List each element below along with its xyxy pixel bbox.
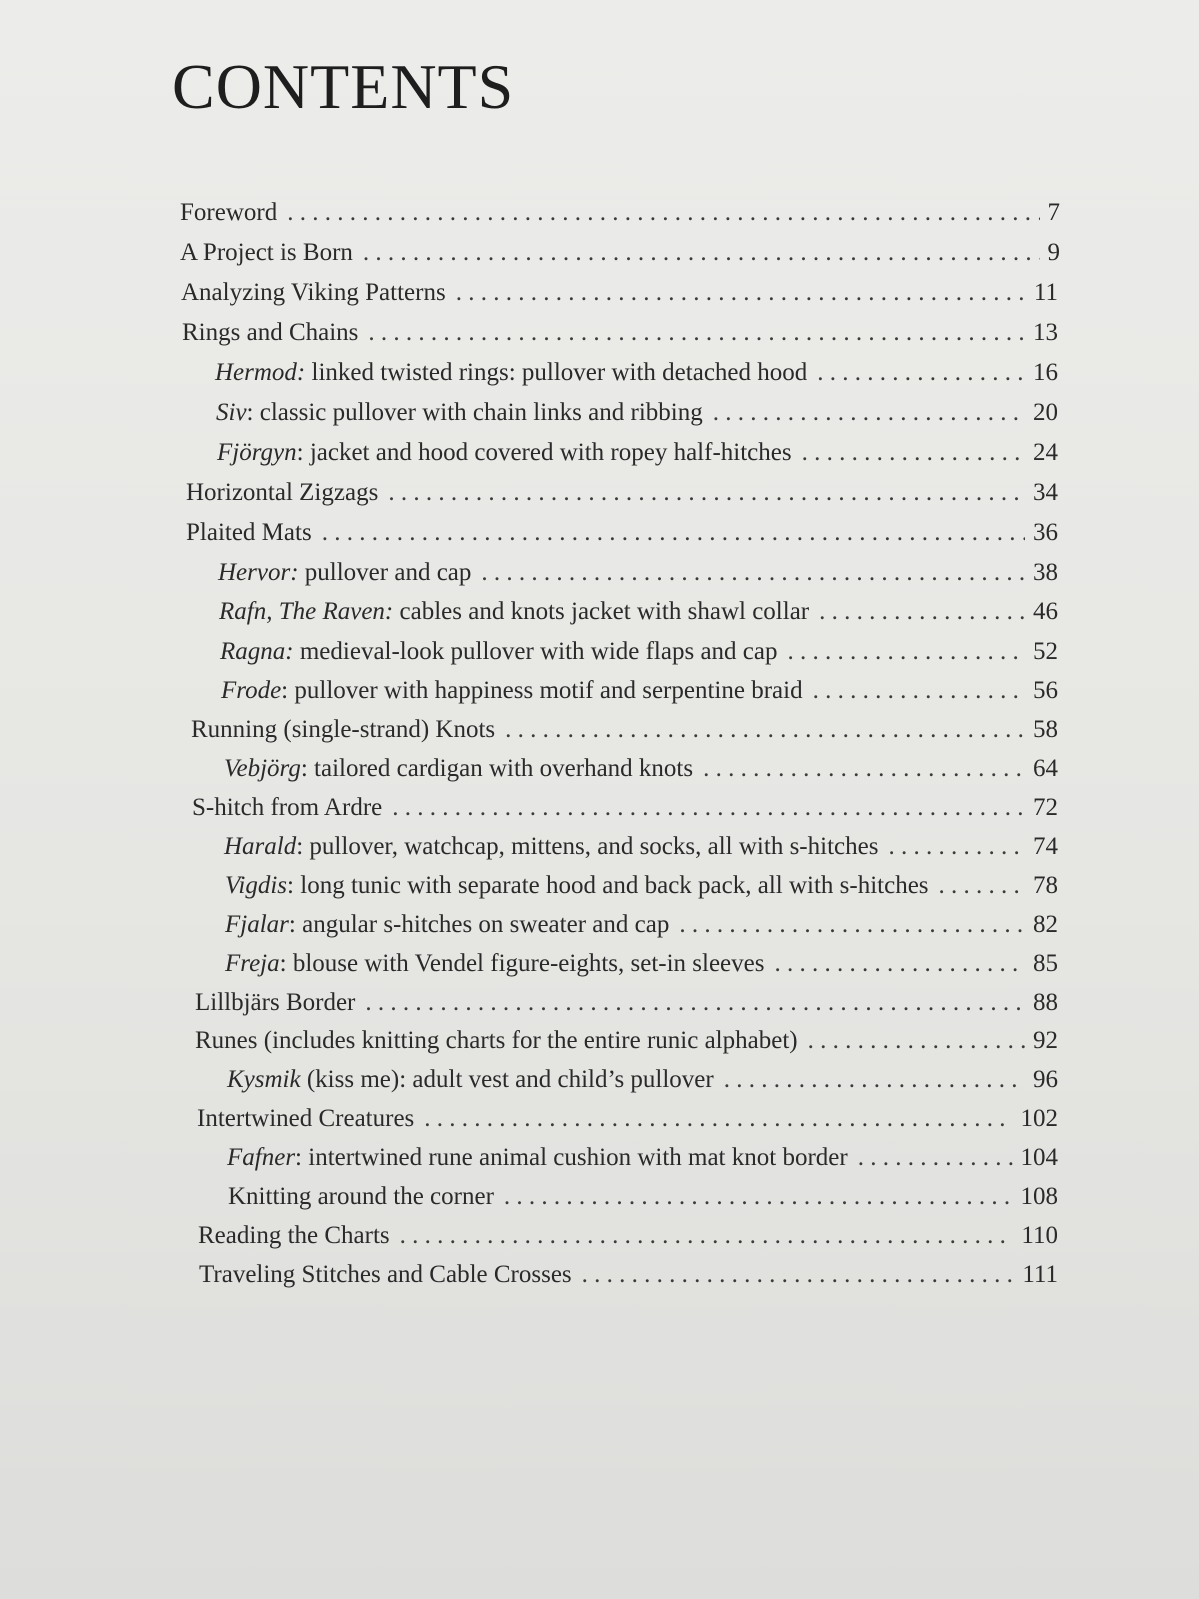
toc-entry-text: Plaited Mats — [186, 519, 312, 546]
toc-entry — [191, 713, 1058, 747]
dot-leader — [939, 869, 1025, 903]
dot-leader — [368, 316, 1025, 350]
dot-leader — [703, 752, 1025, 786]
toc-entry — [225, 869, 1058, 903]
toc-entry-text: Lillbjärs Border — [195, 989, 356, 1016]
page-number: 85 — [1033, 950, 1058, 977]
dot-leader — [679, 908, 1025, 942]
page-number: 110 — [1021, 1222, 1058, 1249]
toc-entry-title — [228, 1180, 494, 1214]
toc-entry — [218, 556, 1058, 590]
toc-entry-title — [225, 947, 764, 981]
toc-entry-title — [219, 595, 809, 629]
dot-leader — [322, 516, 1025, 550]
toc-entry — [224, 752, 1058, 786]
page-number: 52 — [1033, 638, 1058, 665]
page-number: 78 — [1033, 872, 1058, 899]
page-number: 111 — [1022, 1261, 1058, 1288]
dot-leader — [888, 830, 1025, 864]
page-number: 82 — [1033, 911, 1058, 938]
page-number: 104 — [1020, 1144, 1058, 1171]
dot-leader — [774, 947, 1025, 981]
dot-leader — [388, 476, 1025, 510]
toc-entry-title — [218, 556, 471, 590]
toc-entry-text: linked twisted rings: pullover with detached hood — [305, 359, 808, 386]
toc-entry-title — [220, 635, 778, 669]
dot-leader — [505, 713, 1025, 747]
toc-entry — [220, 635, 1058, 669]
toc-entry-text: : long tunic with separate hood and back pack, all with s-hitches — [287, 872, 929, 899]
toc-entry-text: : pullover with happiness motif and serpentine braid — [281, 677, 803, 704]
toc-entry-title — [221, 674, 803, 708]
toc-entry-title — [225, 908, 669, 942]
toc-entry-text: Analyzing Viking Patterns — [181, 279, 446, 306]
page-number: 56 — [1033, 677, 1058, 704]
page-number: 20 — [1033, 399, 1058, 426]
toc-entry-title — [182, 316, 358, 350]
pattern-name: Frode — [221, 677, 282, 704]
dot-leader — [713, 396, 1025, 430]
dot-leader — [363, 236, 1040, 270]
toc-entry-text: Rings and Chains — [182, 319, 359, 346]
dot-leader — [481, 556, 1025, 590]
dot-leader — [724, 1063, 1025, 1097]
dot-leader — [400, 1219, 1014, 1253]
toc-entry-text: Traveling Stitches and Cable Crosses — [199, 1261, 572, 1288]
toc-entry-title — [197, 1102, 414, 1136]
toc-entry-title — [192, 791, 382, 825]
dot-leader — [365, 986, 1025, 1020]
toc-entry — [227, 1141, 1058, 1175]
toc-entry — [228, 1180, 1058, 1214]
pattern-name: Hermod: — [215, 359, 306, 386]
page-number: 36 — [1033, 519, 1058, 546]
dot-leader — [813, 674, 1025, 708]
dot-leader — [287, 196, 1039, 230]
page-number: 96 — [1033, 1066, 1058, 1093]
dot-leader — [802, 436, 1025, 470]
page-title: CONTENTS — [172, 51, 515, 122]
toc-entry-title — [199, 1258, 572, 1292]
toc-entry — [195, 1024, 1058, 1058]
toc-entry-text: : blouse with Vendel figure-eights, set-in sleeves — [279, 950, 765, 977]
toc-entry-text: Horizontal Zigzags — [186, 479, 379, 506]
toc-entry-text: : classic pullover with chain links and ribbing — [246, 399, 703, 426]
toc-entry-title — [198, 1219, 390, 1253]
pattern-name: Hervor: — [218, 559, 299, 586]
toc-entry — [216, 396, 1058, 430]
toc-entry-text: S-hitch from Ardre — [192, 794, 383, 821]
toc-entry — [192, 791, 1058, 825]
toc-entry — [225, 908, 1058, 942]
pattern-name: Freja — [225, 950, 280, 977]
toc-entry-title — [217, 436, 792, 470]
dot-leader — [858, 1141, 1013, 1175]
toc-entry — [195, 986, 1058, 1020]
toc-entry-title — [216, 396, 703, 430]
page-number: 11 — [1033, 279, 1058, 306]
toc-entry-text: : angular s-hitches on sweater and cap — [288, 911, 670, 938]
toc-entry — [180, 196, 1060, 230]
pattern-name: Vigdis — [225, 872, 288, 899]
toc-entry-text: Foreword — [180, 199, 278, 226]
toc-entry-title — [224, 830, 878, 864]
toc-entry — [197, 1102, 1058, 1136]
pattern-name: Fafner — [227, 1144, 296, 1171]
pattern-name: Fjalar — [225, 911, 289, 938]
toc-entry-text: Running (single-strand) Knots — [191, 716, 496, 743]
toc-entry-text: cables and knots jacket with shawl collar — [393, 598, 810, 625]
dot-leader — [424, 1102, 1012, 1136]
dot-leader — [817, 356, 1025, 390]
toc-entry — [181, 276, 1058, 310]
pattern-name: Kysmik — [227, 1066, 301, 1093]
toc-entry — [221, 674, 1058, 708]
toc-entry-text: A Project is Born — [180, 239, 353, 266]
toc-entry — [180, 236, 1060, 270]
page-number: 13 — [1033, 319, 1058, 346]
dot-leader — [788, 635, 1026, 669]
toc-entry-title — [181, 276, 446, 310]
dot-leader — [819, 595, 1025, 629]
toc-entry-title — [195, 986, 355, 1020]
toc-entry-text: : tailored cardigan with overhand knots — [300, 755, 694, 782]
page-number: 9 — [1047, 239, 1060, 266]
page-number: 64 — [1033, 755, 1058, 782]
page-number: 38 — [1033, 559, 1058, 586]
dot-leader — [504, 1180, 1013, 1214]
toc-entry-text: medieval-look pullover with wide flaps and cap — [293, 638, 778, 665]
page-number: 88 — [1033, 989, 1058, 1016]
toc-entry-title — [186, 516, 312, 550]
toc-entry — [186, 516, 1058, 550]
toc-entry — [227, 1063, 1058, 1097]
toc-entry — [225, 947, 1058, 981]
pattern-name: Fjörgyn — [217, 439, 297, 466]
toc-entry-text: : intertwined rune animal cushion with mat knot border — [295, 1144, 848, 1171]
toc-entry-text: Runes (includes knitting charts for the entire runic alphabet) — [195, 1027, 798, 1054]
pattern-name: Rafn, The Raven: — [219, 598, 394, 625]
page-number: 58 — [1033, 716, 1058, 743]
toc-entry-title — [227, 1063, 714, 1097]
toc-entry-title — [227, 1141, 848, 1175]
page-number: 46 — [1033, 598, 1058, 625]
pattern-name: Siv — [216, 399, 247, 426]
page-number: 24 — [1033, 439, 1058, 466]
page-number: 102 — [1020, 1105, 1058, 1132]
toc-entry-title — [225, 869, 929, 903]
toc-entry — [199, 1258, 1058, 1292]
page-number: 108 — [1020, 1183, 1058, 1210]
page-number: 7 — [1047, 199, 1060, 226]
pattern-name: Harald — [224, 833, 297, 860]
toc-entry-text: : pullover, watchcap, mittens, and socks, all with s-hitches — [296, 833, 879, 860]
toc-entry-text: (kiss me): adult vest and child’s pullover — [300, 1066, 714, 1093]
toc-entry — [198, 1219, 1058, 1253]
toc-entry-title — [180, 236, 353, 270]
page-number: 72 — [1033, 794, 1058, 821]
toc-entry — [186, 476, 1058, 510]
dot-leader — [392, 791, 1025, 825]
page-number: 16 — [1033, 359, 1058, 386]
page-number: 92 — [1033, 1027, 1058, 1054]
toc-entry — [217, 436, 1058, 470]
dot-leader — [456, 276, 1026, 310]
toc-entry — [224, 830, 1058, 864]
page-number: 34 — [1033, 479, 1058, 506]
toc-entry-text: : jacket and hood covered with ropey half-hitches — [296, 439, 792, 466]
toc-entry-title — [195, 1024, 798, 1058]
toc-entry — [219, 595, 1058, 629]
toc-entry-title — [215, 356, 807, 390]
toc-entry-title — [224, 752, 693, 786]
toc-entry-title — [186, 476, 378, 510]
pattern-name: Ragna: — [220, 638, 294, 665]
dot-leader — [808, 1024, 1025, 1058]
page-number: 74 — [1033, 833, 1058, 860]
toc-entry-title — [180, 196, 277, 230]
pattern-name: Vebjörg — [224, 755, 301, 782]
toc-entry-title — [191, 713, 495, 747]
toc-entry — [215, 356, 1058, 390]
toc-entry-text: pullover and cap — [298, 559, 472, 586]
toc-entry-text: Reading the Charts — [198, 1222, 390, 1249]
dot-leader — [582, 1258, 1015, 1292]
toc-entry-text: Intertwined Creatures — [197, 1105, 415, 1132]
toc-entry — [182, 316, 1058, 350]
toc-entry-text: Knitting around the corner — [228, 1183, 494, 1210]
